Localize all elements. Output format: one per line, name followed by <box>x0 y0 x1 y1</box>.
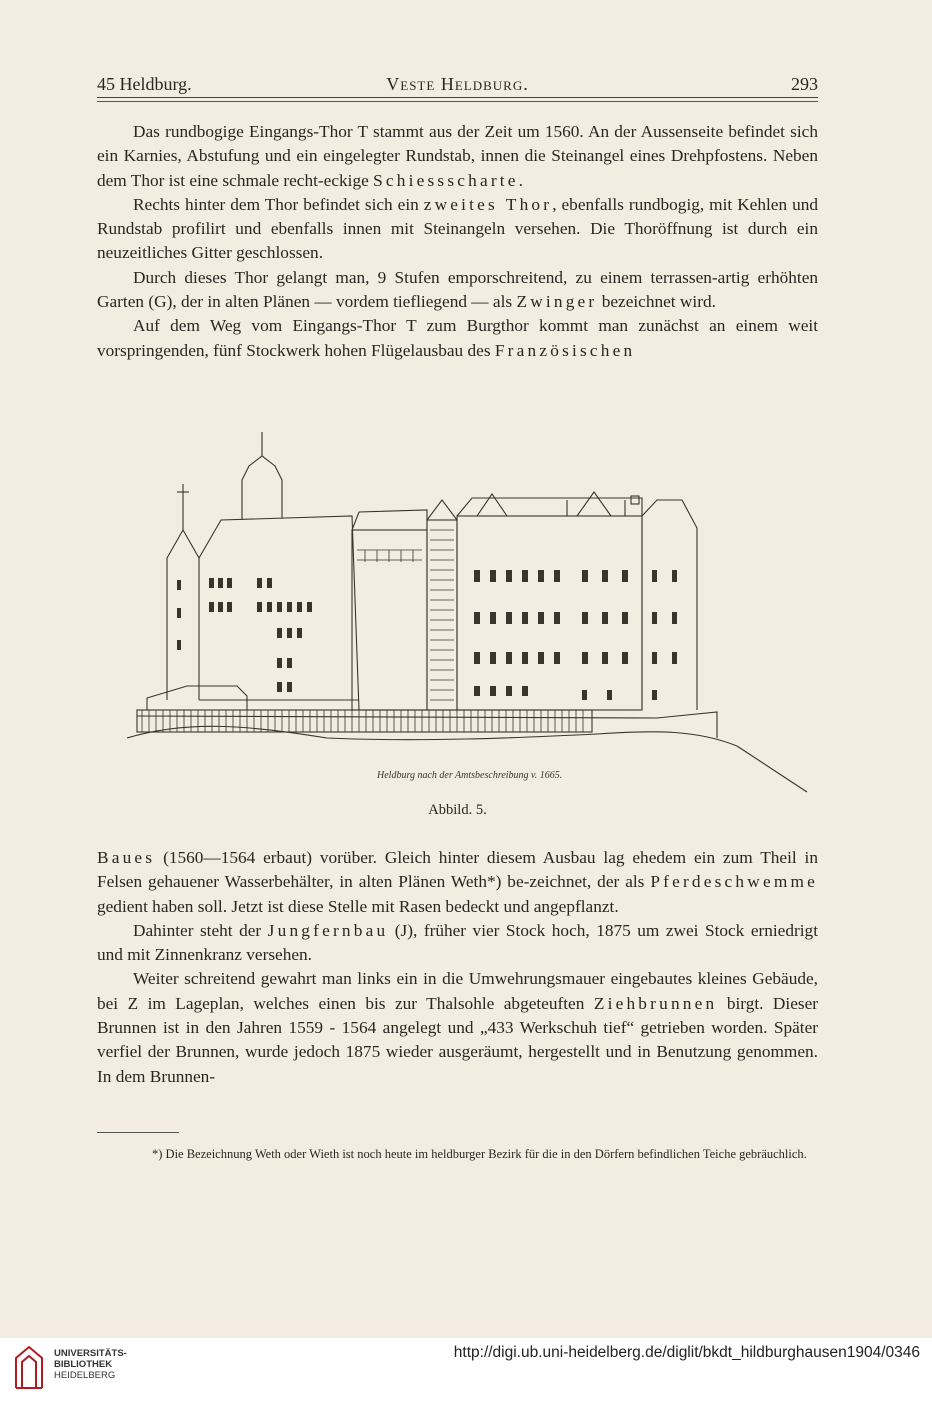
french-building <box>457 516 642 710</box>
left-building <box>199 516 359 710</box>
page-number: 293 <box>791 74 818 94</box>
body-text-top <box>97 120 818 363</box>
figure-inscription: Heldburg nach der Amtsbeschreibung v. 1665. <box>377 770 563 781</box>
figure-caption: Abbild. 5. <box>428 802 487 818</box>
castle-illustration <box>97 420 818 800</box>
footnote-text: *) Die Bezeichnung Weth oder Wieth ist noch heute im heldburger Bezirk für die in den Dörfern befindlichen Teiche gebräuchlich. <box>152 1147 807 1161</box>
body-text-bottom <box>97 846 818 1089</box>
footnote <box>97 1145 818 1164</box>
header-rule-thin <box>97 101 818 102</box>
hill-outline <box>127 726 807 792</box>
paragraph: Weiter schreitend gewahrt man links ein in die Umwehrungsmauer eingebautes kleines Gebäude, bei Z im Lageplan, welches einen bis zur Thalsohle abgeteuften Ziehbrunnen birgt. Dieser Brunnen ist in den Jahren 1559 - 1564 angelegt und „433 Werkschuh tief“ getrieben worden. Später verfiel der Brunnen, wurde jedoch 1875 wieder ausgeräumt, hergestellt und in Benutzung genommen. In dem Brunnen- <box>97 969 819 1086</box>
source-url-link[interactable]: http://digi.ub.uni-heidelberg.de/diglit/bkdt_hildburghausen1904/0346 <box>453 1344 920 1361</box>
footnote-rule <box>97 1132 179 1133</box>
steeple <box>242 456 282 520</box>
paragraph: Auf dem Weg vom Eingangs-Thor T zum Burgthor kommt man zunächst an einem weit vorspringenden, fünf Stockwerk hohen Flügelausbau des Französischen <box>97 316 818 360</box>
middle-building <box>352 530 427 710</box>
header-title: Veste Heldburg. <box>386 74 529 94</box>
paragraph: Durch dieses Thor gelangt man, 9 Stufen emporschreitend, zu einem terrassen-artig erhöhten Garten (G), der in alten Plänen — vordem tiefliegend — als Zwinger bezeichnet wird. <box>97 267 818 312</box>
header-section-label: 45 Heldburg. <box>97 74 192 94</box>
header-rule <box>97 97 818 98</box>
stair-tower <box>427 520 457 710</box>
paragraph: Baues (1560—1564 erbaut) vorüber. Gleich hinter diesem Ausbau lag ehedem ein zum Theil in Felsen gehauener Wasserbehälter, in alten Plänen Weth*) be-zeichnet, der als Pferdeschwemme gedient haben soll. Jetzt ist diese Stelle mit Rasen bedeckt und angepflanzt. <box>97 848 818 916</box>
library-name: UNIVERSITÄTS- BIBLIOTHEK HEIDELBERG <box>54 1348 127 1381</box>
paragraph: Dahinter steht der Jungfernbau (J), früher vier Stock hoch, 1875 um zwei Stock erniedrigt und mit Zinnenkranz versehen. <box>97 920 818 965</box>
right-wing <box>642 500 697 710</box>
left-tower <box>167 530 199 700</box>
running-header <box>97 70 818 96</box>
library-logo-icon <box>12 1344 46 1390</box>
outer-wall <box>137 712 717 738</box>
paragraph: Das rundbogige Eingangs-Thor T stammt aus der Zeit um 1560. An der Aussenseite befindet sich ein Karnies, Abstufung und ein eingelegter Rundstab, innen die Steinangel eines Drehpfostens. Neben dem Thor ist eine schmale recht-eckige Schiessscharte. <box>97 122 818 190</box>
paragraph: Rechts hinter dem Thor befindet sich ein zweites Thor, ebenfalls rundbogig, mit Kehlen und Rundstab profilirt und ebenfalls innen mit Steinangeln versehen. Die Thoröffnung ist durch ein neuzeitliches Gitter geschlossen. <box>97 194 818 263</box>
